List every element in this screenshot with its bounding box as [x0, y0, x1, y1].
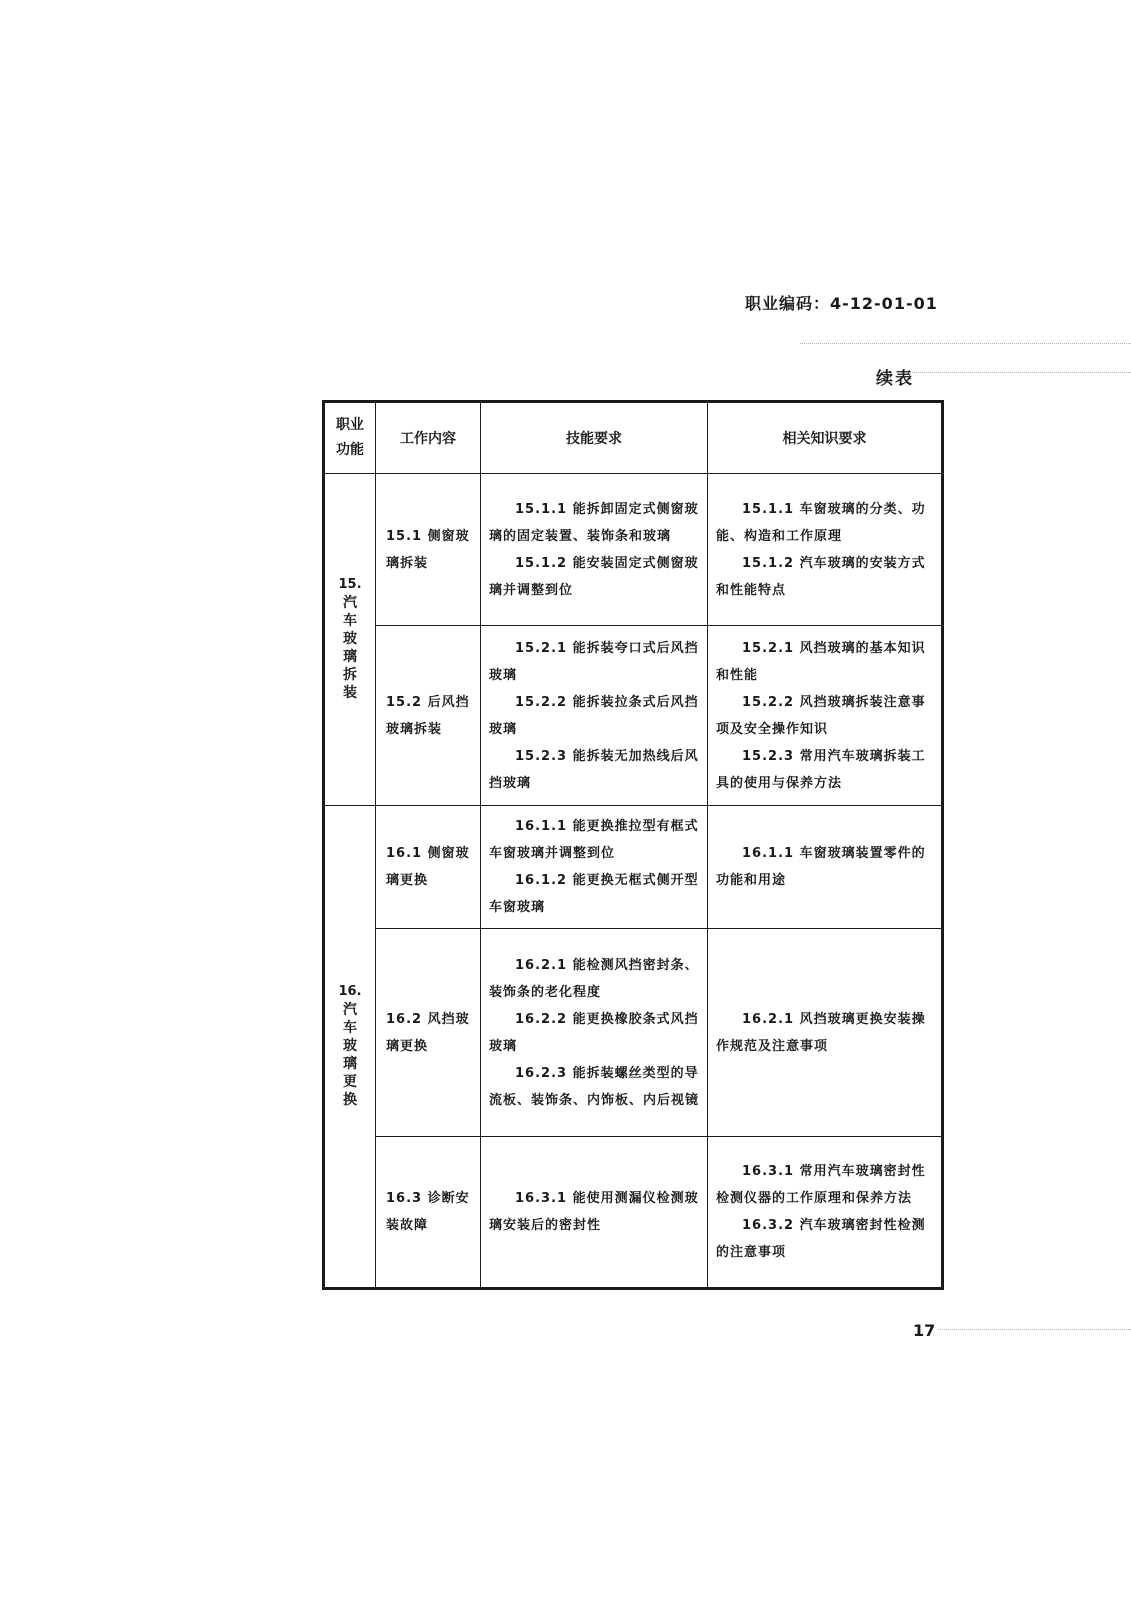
skill-item: 16.3.1 能使用测漏仪检测玻璃安装后的密封性 [489, 1190, 699, 1233]
skill-requirements-cell [481, 474, 708, 626]
knowledge-requirements-cell [708, 929, 943, 1137]
function-name: 汽车玻璃更换 [343, 1002, 357, 1109]
table-row [324, 806, 943, 929]
function-cell [324, 806, 376, 1289]
header-work-content: 工作内容 [376, 402, 481, 474]
skill-requirements-cell [481, 806, 708, 929]
knowledge-item: 15.1.2 汽车玻璃的安装方式和性能特点 [716, 555, 926, 598]
knowledge-requirements-cell [708, 806, 943, 929]
knowledge-requirements-cell [708, 1136, 943, 1288]
knowledge-item: 16.2.1 风挡玻璃更换安装操作规范及注意事项 [716, 1011, 926, 1054]
knowledge-requirements-cell [708, 474, 943, 626]
function-number: 16. [338, 984, 362, 1000]
skill-item: 15.1.2 能安装固定式侧窗玻璃并调整到位 [489, 555, 699, 598]
knowledge-item: 15.2.3 常用汽车玻璃拆装工具的使用与保养方法 [716, 748, 926, 791]
page-number: 17 [913, 1321, 936, 1340]
header-occupational-function: 职业 功能 [324, 402, 376, 474]
continued-label: 续表 [876, 369, 914, 389]
skill-item: 16.1.2 能更换无框式侧开型车窗玻璃 [489, 873, 699, 916]
table-row [324, 1136, 943, 1288]
dotted-leader [938, 1329, 1131, 1330]
skill-item: 16.2.1 能检测风挡密封条、装饰条的老化程度 [489, 957, 699, 1000]
knowledge-item: 16.1.1 车窗玻璃装置零件的功能和用途 [716, 846, 926, 889]
work-content-cell: 16.2 风挡玻璃更换 [376, 929, 481, 1137]
skill-item: 15.2.3 能拆装无加热线后风挡玻璃 [489, 748, 699, 791]
skill-requirements-cell [481, 626, 708, 806]
skill-item: 16.2.3 能拆装螺丝类型的导流板、装饰条、内饰板、内后视镜 [489, 1065, 700, 1108]
skill-item: 16.1.1 能更换推拉型有框式车窗玻璃并调整到位 [489, 819, 699, 862]
table-row [324, 474, 943, 626]
work-content-cell: 15.1 侧窗玻璃拆装 [376, 474, 481, 626]
skill-item: 15.2.1 能拆装夸口式后风挡玻璃 [489, 640, 699, 683]
table-row [324, 626, 943, 806]
skill-item: 16.2.2 能更换橡胶条式风挡玻璃 [489, 1011, 699, 1054]
header-skill-requirements: 技能要求 [481, 402, 708, 474]
work-content-cell: 16.3 诊断安装故障 [376, 1136, 481, 1288]
occupation-code: 职业编码：4-12-01-01 [745, 294, 938, 313]
function-name: 汽车玻璃拆装 [343, 595, 357, 702]
work-content-cell: 15.2 后风挡玻璃拆装 [376, 626, 481, 806]
knowledge-item: 15.2.2 风挡玻璃拆装注意事项及安全操作知识 [716, 694, 926, 737]
function-number: 15. [338, 577, 362, 593]
knowledge-item: 15.2.1 风挡玻璃的基本知识和性能 [716, 640, 926, 683]
work-content-cell: 16.1 侧窗玻璃更换 [376, 806, 481, 929]
knowledge-requirements-cell [708, 626, 943, 806]
skill-standard-table [322, 400, 944, 1290]
table-header-row [324, 402, 943, 474]
skill-item: 15.2.2 能拆装拉条式后风挡玻璃 [489, 694, 699, 737]
table-row [324, 929, 943, 1137]
dotted-leader [800, 343, 1131, 344]
dotted-leader [912, 372, 1131, 373]
knowledge-item: 16.3.1 常用汽车玻璃密封性检测仪器的工作原理和保养方法 [716, 1163, 926, 1206]
skill-item: 15.1.1 能拆卸固定式侧窗玻璃的固定装置、装饰条和玻璃 [489, 501, 699, 544]
skill-requirements-cell [481, 929, 708, 1137]
skill-requirements-cell [481, 1136, 708, 1288]
header-knowledge-requirements: 相关知识要求 [708, 402, 943, 474]
function-cell [324, 474, 376, 806]
knowledge-item: 15.1.1 车窗玻璃的分类、功能、构造和工作原理 [716, 501, 926, 544]
knowledge-item: 16.3.2 汽车玻璃密封性检测的注意事项 [716, 1217, 926, 1260]
